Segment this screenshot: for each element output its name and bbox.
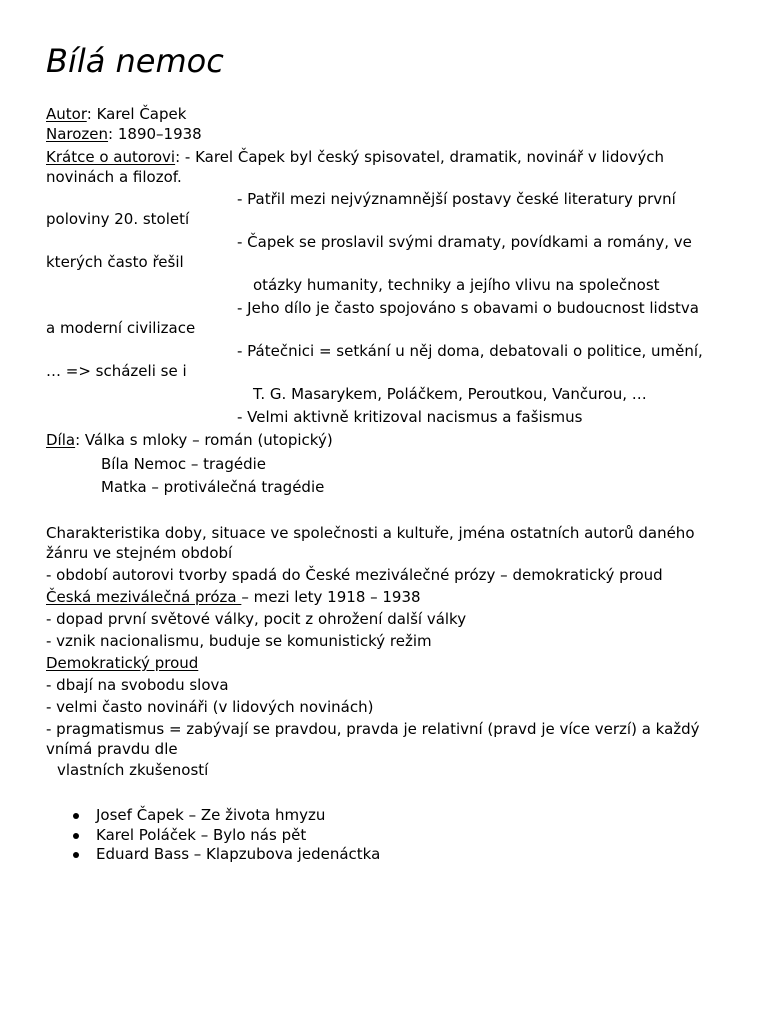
about-line-11: … => scházeli se i [46, 362, 187, 380]
works-sep: : [75, 431, 85, 449]
born-label: Narozen [46, 125, 109, 143]
prose-line [46, 587, 421, 607]
author-sep: : [86, 105, 97, 123]
about-line-4: poloviny 20. století [46, 210, 190, 228]
bullet-icon [73, 833, 79, 839]
context-line: - období autorovi tvorby spadá do České meziválečné prózy – demokratický proud [46, 566, 663, 584]
bullet-icon [73, 852, 79, 858]
about-line-5: - Čapek se proslavil svými dramaty, povídkami a romány, ve [237, 233, 692, 251]
about-sep: : [175, 148, 181, 166]
about-line-12: T. G. Masarykem, Poláčkem, Peroutkou, Vančurou, … [253, 385, 647, 403]
author-line [46, 104, 186, 124]
prose-label: Česká meziválečná próza [46, 588, 242, 606]
works-item: Válka s mloky – román (utopický) [84, 431, 333, 449]
about-line-13: - Velmi aktivně kritizoval nacismus a fašismus [237, 408, 583, 426]
born-value: 1890–1938 [117, 125, 202, 143]
about-line-8: - Jeho dílo je často spojováno s obavami o budoucnost lidstva [237, 299, 699, 317]
about-line-6: kterých často řešil [46, 253, 184, 271]
about-line-1 [46, 147, 664, 167]
demo-line: vlastních zkušeností [57, 761, 209, 779]
list-item-text: Karel Poláček – Bylo nás pět [96, 825, 307, 844]
demo-label: Demokratický proud [46, 654, 199, 672]
about-text: - Karel Čapek byl český spisovatel, dramatik, novinář v lidových [180, 148, 665, 166]
works-item: Matka – protiválečná tragédie [101, 478, 325, 496]
page-title: Bílá nemoc [46, 42, 224, 80]
context-line: - dopad první světové války, pocit z ohrožení další války [46, 610, 467, 628]
works-line-1 [46, 430, 333, 450]
born-line [46, 124, 202, 144]
list-item-text: Josef Čapek – Ze života hmyzu [96, 806, 326, 824]
about-line-9: a moderní civilizace [46, 319, 196, 337]
demo-line: - dbají na svobodu slova [46, 676, 229, 694]
context-line: - vznik nacionalismu, buduje se komunistický režim [46, 632, 432, 650]
prose-rest: – mezi lety 1918 – 1938 [241, 588, 421, 606]
context-heading-line-1: Charakteristika doby, situace ve společnosti a kultuře, jména ostatních autorů daného [46, 524, 695, 542]
list-item [46, 806, 380, 826]
about-line-2: novinách a filozof. [46, 168, 182, 186]
works-label: Díla [46, 431, 76, 449]
born-sep: : [108, 125, 118, 143]
about-label: Krátce o autorovi [46, 148, 176, 166]
about-line-7: otázky humanity, techniky a jejího vlivu na společnost [253, 276, 660, 294]
demo-line: vnímá pravdu dle [46, 740, 178, 758]
context-heading-line-2: žánru ve stejném období [46, 544, 233, 562]
list-item-text: Eduard Bass – Klapzubova jedenáctka [96, 845, 381, 863]
list-item [46, 826, 380, 846]
about-line-10: - Pátečnici = setkání u něj doma, debatovali o politice, umění, [237, 342, 703, 360]
author-value: Karel Čapek [96, 105, 187, 123]
author-label: Autor [46, 105, 87, 123]
authors-list [46, 806, 380, 865]
bullet-icon [73, 813, 79, 819]
works-item: Bíla Nemoc – tragédie [101, 455, 267, 473]
about-line-3: - Patřil mezi nejvýznamnější postavy české literatury první [237, 190, 676, 208]
demo-heading [46, 653, 198, 673]
demo-line: - pragmatismus = zabývají se pravdou, pravda je relativní (pravd je více verzí) a každý [46, 720, 700, 738]
list-item [46, 845, 380, 865]
demo-line: - velmi často novináři (v lidových novinách) [46, 698, 374, 716]
